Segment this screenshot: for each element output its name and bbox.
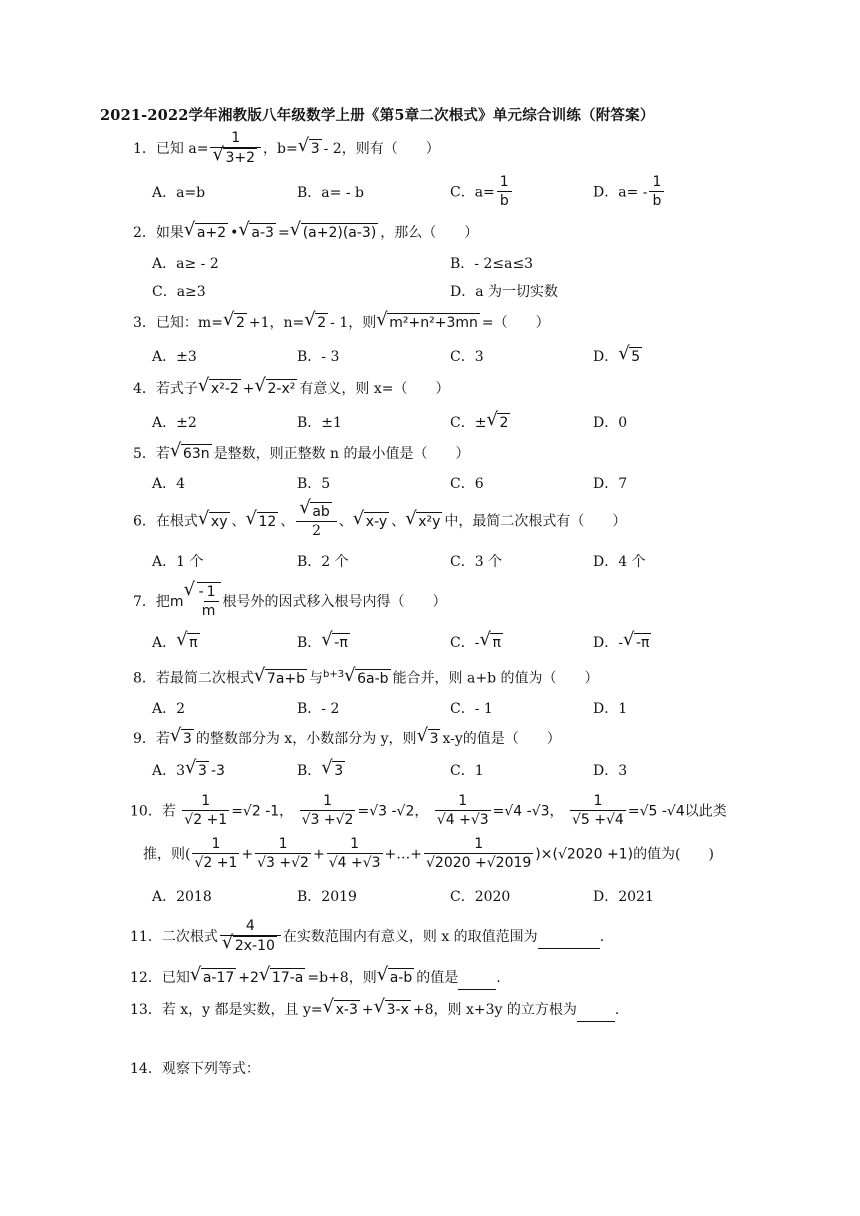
option-b[interactable]: B．- 2≤a≤3 xyxy=(450,256,534,272)
option-label: C．± xyxy=(450,415,487,431)
radicand: 2 xyxy=(499,415,509,431)
option-c[interactable] xyxy=(450,632,505,654)
fraction-denominator: m xyxy=(201,603,216,619)
equation-result: =√5 -√4 xyxy=(627,803,685,820)
question-text: 如果 xyxy=(155,225,184,241)
question-number: 12． xyxy=(130,970,162,986)
separator: 、 xyxy=(391,513,406,530)
option-a[interactable] xyxy=(152,760,225,782)
radicand: π xyxy=(492,635,501,651)
question-6 xyxy=(133,502,626,541)
fraction-denominator: √5 +√4 xyxy=(572,812,624,828)
radicand: m²+n²+3mn xyxy=(389,315,478,331)
question-number: 4． xyxy=(133,381,156,397)
radicand: x-3 xyxy=(335,1002,358,1018)
radicand: a-3 xyxy=(251,225,274,241)
page-title: 2021-2022学年湘教版八年级数学上册《第5章二次根式》单元综合训练（附答案） xyxy=(100,107,655,124)
fraction-numerator: 1 xyxy=(204,584,219,602)
option-a[interactable] xyxy=(152,632,202,654)
option-a[interactable]: A．±3 xyxy=(152,349,197,365)
question-text: 已知：m= xyxy=(155,315,223,331)
option-c[interactable] xyxy=(450,412,512,434)
radicand: -π xyxy=(635,635,650,651)
option-b[interactable]: B．±1 xyxy=(297,415,342,431)
plus-sign: + xyxy=(242,381,255,397)
question-12 xyxy=(130,967,501,990)
question-text: 的值是 xyxy=(416,970,459,986)
question-number: 9． xyxy=(133,731,156,747)
multiplier: )×(√2020 +1) xyxy=(535,846,634,863)
radicand: 3 xyxy=(310,141,320,157)
answer-blank[interactable] xyxy=(577,999,615,1022)
radicand: 3-x xyxy=(386,1002,409,1018)
option-b[interactable]: B．- 3 xyxy=(297,349,340,365)
option-d[interactable]: D．2021 xyxy=(593,889,654,905)
question-number: 7． xyxy=(133,594,156,610)
option-d[interactable] xyxy=(593,174,666,211)
question-text: 的值为( ) xyxy=(633,846,714,863)
question-text: 以此类 xyxy=(684,803,727,820)
question-number: 14． xyxy=(130,1061,162,1077)
option-d[interactable]: D．1 xyxy=(593,701,628,717)
question-text: 若最简二次根式 xyxy=(155,670,254,687)
question-text: 的整数部分为 x，小数部分为 y，则 xyxy=(195,731,417,747)
question-text: 已知 xyxy=(161,970,190,986)
question-10-line-2: 推，则( $\frac{1}{√2 +1}$ + $\frac{1}{√3 +√2}$ + $\frac{1}{√4 +√3}$ +…+ $\frac{1}{√2020 +√2019}$ )×(√2020 +1)的值为( ) xyxy=(143,836,714,871)
question-text: 若 x，y 都是实数，且 y= xyxy=(161,1002,323,1018)
fraction-numerator: 1 xyxy=(497,174,512,192)
question-text: ，那么（ ） xyxy=(380,225,479,241)
fraction-denominator: √3 +√2 xyxy=(301,812,354,828)
radicand: 6a-b xyxy=(357,670,389,687)
separator: 、 xyxy=(338,513,353,530)
question-5 xyxy=(133,443,470,465)
radicand: a+2 xyxy=(196,225,227,241)
radicand: x-y xyxy=(365,513,388,530)
question-text: x-y的值是（ ） xyxy=(442,731,561,747)
radicand: 17-a xyxy=(271,970,304,986)
option-label: A． xyxy=(152,635,177,651)
question-text: 若 xyxy=(155,446,170,462)
question-8 xyxy=(133,664,599,690)
period: . xyxy=(614,1002,620,1018)
option-c[interactable]: C．a≥3 xyxy=(152,284,206,300)
option-label: A．3 xyxy=(152,763,186,779)
option-d[interactable] xyxy=(593,632,653,654)
question-text: +8，则 x+3y 的立方根为 xyxy=(412,1002,577,1018)
option-label: D．a= - xyxy=(593,184,648,201)
option-label: D．- xyxy=(593,635,623,651)
radicand: a-17 xyxy=(202,970,235,986)
option-b[interactable]: B．5 xyxy=(297,476,331,492)
fraction-denominator: 2 xyxy=(312,523,322,539)
radicand: a-b xyxy=(389,970,413,986)
question-text: 有意义，则 x=（ ） xyxy=(299,381,450,397)
fraction-denominator: b xyxy=(652,193,662,209)
option-c[interactable] xyxy=(450,174,514,211)
plus-sign: + xyxy=(361,1002,374,1018)
option-label: B． xyxy=(297,635,322,651)
radicand: x²y xyxy=(418,513,441,530)
option-a[interactable]: A．2 xyxy=(152,701,186,717)
fraction-denominator: √4 +√3 xyxy=(328,855,381,871)
separator: 、 xyxy=(231,513,246,530)
answer-blank[interactable] xyxy=(538,926,600,949)
question-text: 观察下列等式： xyxy=(161,1061,260,1077)
period: . xyxy=(496,970,501,986)
equation-result: =√3 -√2， xyxy=(357,803,429,820)
variable-m: m xyxy=(169,594,184,610)
question-3 xyxy=(133,312,550,334)
radicand: 2 xyxy=(235,315,245,331)
question-text: 若 xyxy=(155,731,170,747)
fraction-denominator: √2 +1 xyxy=(194,855,238,871)
question-number: 8． xyxy=(133,670,156,687)
option-c[interactable]: C．- 1 xyxy=(450,701,493,717)
coefficient: +2 xyxy=(238,970,259,986)
option-c[interactable]: C．2020 xyxy=(450,889,511,905)
question-9 xyxy=(133,728,561,750)
radicand: 3 xyxy=(182,731,192,747)
question-number: 5． xyxy=(133,446,156,462)
radicand: -π xyxy=(334,635,348,651)
question-2 xyxy=(133,222,478,244)
question-text: 把 xyxy=(155,594,170,610)
fraction-denominator: √3 +√2 xyxy=(257,855,309,871)
radicand: 2x-10 xyxy=(234,938,275,954)
question-text: =（ ） xyxy=(481,315,550,331)
option-c[interactable]: C．3 个 xyxy=(450,554,503,570)
question-14 xyxy=(130,1058,260,1080)
option-b[interactable] xyxy=(297,760,347,782)
option-label: C．a= xyxy=(450,184,495,201)
question-number: 6． xyxy=(133,513,156,530)
radicand: xy xyxy=(210,513,228,530)
radicand: 5 xyxy=(631,349,641,365)
answer-blank[interactable] xyxy=(458,967,496,990)
option-b[interactable]: B．- 2 xyxy=(297,701,340,717)
radicand: x²-2 xyxy=(210,381,239,397)
fraction-numerator: 1 xyxy=(210,130,261,148)
question-text: 根号外的因式移入根号内得（ ） xyxy=(222,594,447,610)
radicand: 12 xyxy=(258,513,277,530)
option-a[interactable]: A．4 xyxy=(152,476,186,492)
ellipsis: +…+ xyxy=(384,846,423,863)
option-a[interactable]: A．2018 xyxy=(152,889,212,905)
radicand: 3 xyxy=(429,731,439,747)
option-d[interactable]: D．3 xyxy=(593,763,628,779)
option-a[interactable]: A．±2 xyxy=(152,415,197,431)
question-10-line-1: 10．若 $\frac{1}{√2 +1}$ =√2 -1， $\frac{1}{√3 +√2}$ =√3 -√2， $\frac{1}{√4 +√3}$ =√4 -√3， $\frac{1}{√5 +√4}$ =√5 -√4以此类 xyxy=(130,793,727,828)
radicand: 3+2 xyxy=(225,150,255,166)
question-text: 是整数，则正整数 n 的最小值是（ ） xyxy=(213,446,470,462)
question-number: 10． xyxy=(130,803,162,820)
option-d[interactable]: D．4 个 xyxy=(593,554,646,570)
separator: 、 xyxy=(280,513,295,530)
option-b[interactable]: B．2019 xyxy=(297,889,357,905)
question-text: +1，n= xyxy=(248,315,305,331)
fraction-numerator: 4 xyxy=(220,918,281,936)
fraction-denominator: √4 +√3 xyxy=(436,812,489,828)
option-b[interactable]: B．a= - b xyxy=(297,185,364,201)
question-text: - 2，则有（ ） xyxy=(323,141,440,157)
period: . xyxy=(599,929,605,945)
option-label: B． xyxy=(297,763,322,779)
radicand: 3 xyxy=(198,763,207,779)
equation-result: =√4 -√3， xyxy=(492,803,564,820)
question-text: 能合并，则 a+b 的值为（ ） xyxy=(392,670,599,687)
option-c[interactable]: C．6 xyxy=(450,476,484,492)
root-index: b+3 xyxy=(323,669,345,680)
question-number: 2． xyxy=(133,225,156,241)
radicand: 3 xyxy=(334,763,344,779)
question-text: 已知 a= xyxy=(155,141,209,157)
question-number: 11． xyxy=(130,929,162,945)
question-text: ，b= xyxy=(263,141,298,157)
option-c[interactable]: C．1 xyxy=(450,763,484,779)
question-text: 在根式 xyxy=(155,513,198,530)
fraction-numerator: 1 xyxy=(649,174,664,192)
option-d[interactable]: D．0 xyxy=(593,415,628,431)
option-b[interactable]: B．2 个 xyxy=(297,554,349,570)
option-tail: -3 xyxy=(210,763,225,779)
option-c[interactable]: C．3 xyxy=(450,349,484,365)
question-text: 在实数范围内有意义，则 x 的取值范围为 xyxy=(282,929,538,945)
radicand: 7a+b xyxy=(266,670,306,687)
option-d[interactable] xyxy=(593,346,644,368)
option-a[interactable]: A．a=b xyxy=(152,185,206,201)
question-11 xyxy=(130,918,604,956)
question-text: 二次根式 xyxy=(161,929,218,945)
option-label: C．- xyxy=(450,635,480,651)
fraction-denominator: b xyxy=(499,193,509,209)
option-d[interactable]: D．a 为一切实数 xyxy=(450,284,559,300)
radicand: ab xyxy=(312,504,330,520)
question-1 xyxy=(133,130,440,168)
radicand: 2-x² xyxy=(267,381,296,397)
radicand: π xyxy=(189,635,198,651)
radicand: (a+2)(a-3) xyxy=(302,225,377,241)
question-13 xyxy=(130,999,619,1022)
option-d[interactable]: D．7 xyxy=(593,476,628,492)
question-text: - 1，则 xyxy=(330,315,377,331)
equation-result: =√2 -1， xyxy=(231,803,294,820)
fraction-denominator: √2 +1 xyxy=(184,812,228,828)
question-4 xyxy=(133,378,449,400)
option-label: D． xyxy=(593,349,619,365)
dot-operator: • xyxy=(230,225,239,241)
question-text: 与 xyxy=(309,670,324,687)
fraction xyxy=(210,130,261,168)
fraction-denominator: √2020 +√2019 xyxy=(426,855,532,871)
equals-sign: = xyxy=(277,225,290,241)
question-number: 13． xyxy=(130,1002,162,1018)
question-text: 若式子 xyxy=(155,381,198,397)
option-b[interactable] xyxy=(297,632,352,654)
question-text: 若 xyxy=(161,803,176,820)
question-7: 7．把m√ - 1 m 根号外的因式移入根号内得（ ） xyxy=(133,582,447,621)
question-text: 中，最简二次根式有（ ） xyxy=(444,513,627,530)
question-number: 3． xyxy=(133,315,156,331)
radicand: 2 xyxy=(317,315,327,331)
option-a[interactable]: A．a≥ - 2 xyxy=(152,256,219,272)
question-text: 推，则 xyxy=(143,846,185,863)
radicand: 63n xyxy=(182,446,210,462)
question-text: =b+8，则 xyxy=(307,970,377,986)
question-number: 1． xyxy=(133,141,156,157)
option-a[interactable]: A．1 个 xyxy=(152,554,204,570)
